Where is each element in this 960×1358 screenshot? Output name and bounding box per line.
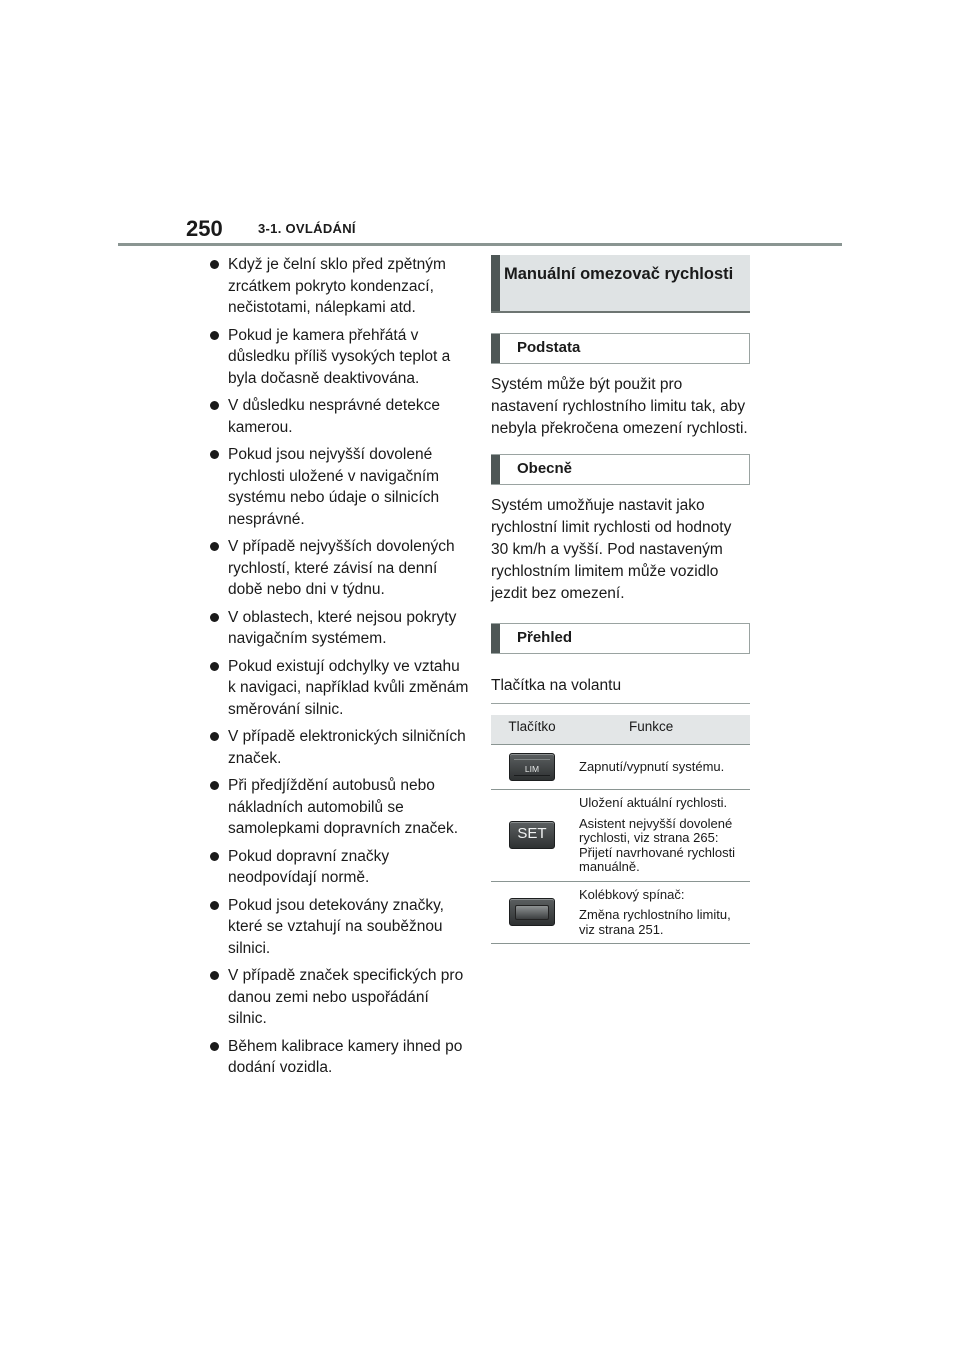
right-column <box>491 255 750 944</box>
bullet-dot-icon <box>210 971 219 980</box>
bullet-dot-icon <box>210 662 219 671</box>
list-item: Když je čelní sklo před zpětným zrcátkem pokryto kondenzací, nečistotami, nálepkami atd. <box>208 254 470 319</box>
list-item: Pokud existují odchylky ve vztahu k navigaci, například kvůli změnám směrování silnic. <box>208 656 470 721</box>
list-item: Při předjíždění autobusů nebo nákladních automobilů se samolepkami dopravních značek. <box>208 775 470 840</box>
bullet-dot-icon <box>210 542 219 551</box>
bullet-dot-icon <box>210 450 219 459</box>
column-header-button: Tlačítko <box>491 715 573 745</box>
section-heading: Manuální omezovač rychlosti <box>491 255 750 313</box>
subheading-podstata: Podstata <box>491 333 750 364</box>
list-item: V oblastech, které nejsou pokryty navigačním systémem. <box>208 607 470 650</box>
set-button-icon: SET <box>509 821 555 849</box>
table-header-row <box>491 715 750 745</box>
bullet-dot-icon <box>210 401 219 410</box>
subheading-obecne: Obecně <box>491 454 750 485</box>
bullet-dot-icon <box>210 901 219 910</box>
subheading-prehled: Přehled <box>491 623 750 654</box>
rocker-switch-icon <box>509 898 555 926</box>
bullet-dot-icon <box>210 1042 219 1051</box>
left-column <box>208 254 470 1085</box>
bullet-dot-icon <box>210 613 219 622</box>
heading-bar <box>491 455 500 484</box>
paragraph-obecne: Systém umožňuje nastavit jako rychlostní limit rychlosti od hodnoty 30 km/h a vyšší. Pod nastaveným rychlostním limitem může vozidlo jezdit bez omezení. <box>491 497 732 602</box>
section-title: 3-1. OVLÁDÁNÍ <box>258 221 356 236</box>
list-item: Pokud jsou nejvyšší dovolené rychlosti uložené v navigačním systému nebo údaje o silnicích nesprávné. <box>208 444 470 530</box>
list-item: Během kalibrace kamery ihned po dodání vozidla. <box>208 1036 470 1079</box>
table-caption: Tlačítka na volantu <box>491 670 750 704</box>
bullet-dot-icon <box>210 781 219 790</box>
list-item: Pokud je kamera přehřátá v důsledku příliš vysokých teplot a byla dočasně deaktivována. <box>208 325 470 390</box>
heading-bar <box>491 255 500 311</box>
heading-bar <box>491 334 500 363</box>
list-item: Pokud dopravní značky neodpovídají normě. <box>208 846 470 889</box>
table-row: Kolébkový spínač: Změna rychlostního limitu, viz strana 251. <box>491 881 750 944</box>
lim-button-icon: LIM <box>509 753 555 781</box>
heading-bar <box>491 624 500 653</box>
list-item: Pokud jsou detekovány značky, které se vztahují na souběžnou silnici. <box>208 895 470 960</box>
bullet-dot-icon <box>210 852 219 861</box>
list-item: V případě elektronických silničních značek. <box>208 726 470 769</box>
buttons-table <box>491 715 750 944</box>
bullet-dot-icon <box>210 331 219 340</box>
list-item: V případě značek specifických pro danou zemi nebo uspořádání silnic. <box>208 965 470 1030</box>
list-item: V důsledku nesprávné detekce kamerou. <box>208 395 470 438</box>
list-item: V případě nejvyšších dovolených rychlostí, které závisí na denní době nebo dni v týdnu. <box>208 536 470 601</box>
header-rule <box>118 243 842 246</box>
column-header-function: Funkce <box>573 715 750 745</box>
table-row: SET Uložení aktuální rychlosti. Asistent nejvyšší dovolené rychlosti, viz strana 265: Přijetí navrhované rychlosti manuálně. <box>491 790 750 882</box>
paragraph-podstata: Systém může být použit pro nastavení rychlostního limitu tak, aby nebyla překročena omezení rychlosti. <box>491 376 748 437</box>
table-row: LIM Zapnutí/vypnutí systému. <box>491 745 750 790</box>
bullet-dot-icon <box>210 260 219 269</box>
bullet-dot-icon <box>210 732 219 741</box>
page-number: 250 <box>186 216 223 241</box>
